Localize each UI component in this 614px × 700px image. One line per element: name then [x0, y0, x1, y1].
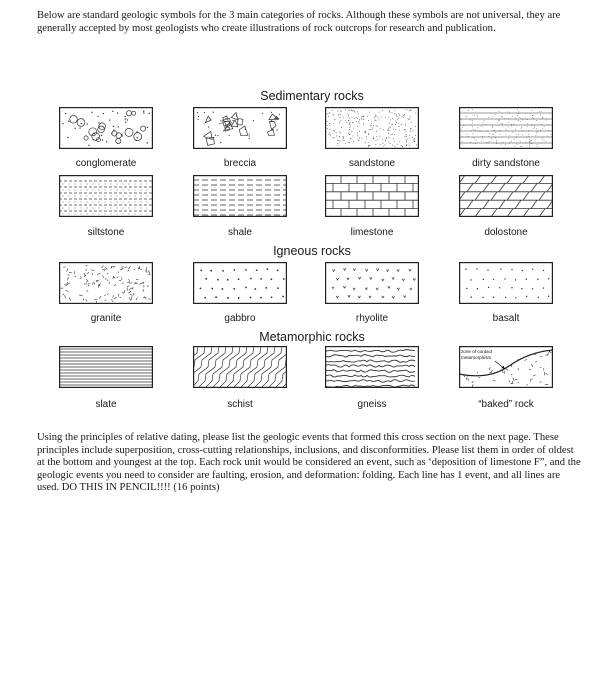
rhyolite-symbol — [325, 262, 419, 304]
schist-symbol — [193, 346, 287, 388]
granite-label: granite — [90, 313, 122, 324]
conglomerate-symbol — [59, 107, 153, 149]
baked-rock-label: “baked” rock — [478, 399, 534, 410]
siltstone-label: siltstone — [87, 227, 125, 238]
baked-rock-symbol — [459, 346, 553, 388]
baked-annotation-line: metamorphism — [461, 355, 492, 360]
rhyolite-label: rhyolite — [355, 313, 389, 324]
sedimentary-heading: Sedimentary rocks — [260, 89, 364, 103]
basalt-label: basalt — [492, 313, 520, 324]
gabbro-label: gabbro — [224, 313, 256, 324]
conglomerate-label: conglomerate — [75, 158, 137, 169]
gabbro-symbol — [193, 262, 287, 304]
intro-paragraph: Below are standard geologic symbols for the 3 main categories of rocks. Although these symbols are not universal, they are generally accepted by most geologists who create illustrations of rock outcrops for research and publication. — [37, 10, 561, 34]
slate-symbol — [59, 346, 153, 388]
gneiss-label: gneiss — [357, 399, 387, 410]
instructions-paragraph: Using the principles of relative dating, please list the geologic events that formed this cross section on the next page. These principles include superposition, cross-cutting relationships, inclusions, and disconformities. Please list them in order of oldest at the bottom and youngest at the top. Each rock unit would be considered an event, such as ‘deposition of limestone F”, and the geologic events you need to consider are faulting, erosion, and deformation: folding. Each line has 1 event, and all lines are used. DO THIS IN PENCIL!!!! (16 points) — [37, 432, 581, 494]
limestone-symbol — [325, 175, 419, 217]
breccia-label: breccia — [223, 158, 257, 169]
dolostone-symbol — [459, 175, 553, 217]
breccia-symbol — [193, 107, 287, 149]
dirty-sandstone-symbol — [459, 107, 553, 149]
baked-annotation-line: zone of contact — [461, 349, 493, 354]
sandstone-symbol — [325, 107, 419, 149]
igneous-heading: Igneous rocks — [273, 244, 351, 258]
schist-label: schist — [227, 399, 253, 410]
shale-label: shale — [228, 227, 252, 238]
sandstone-label: sandstone — [348, 158, 396, 169]
basalt-symbol — [459, 262, 553, 304]
metamorphic-heading: Metamorphic rocks — [259, 330, 365, 344]
gneiss-symbol — [325, 346, 419, 388]
siltstone-symbol — [59, 175, 153, 217]
dolostone-label: dolostone — [484, 227, 528, 238]
limestone-label: limestone — [350, 227, 394, 238]
dirty-sandstone-label: dirty sandstone — [472, 158, 540, 169]
shale-symbol — [193, 175, 287, 217]
granite-symbol — [59, 262, 153, 304]
slate-label: slate — [95, 399, 117, 410]
